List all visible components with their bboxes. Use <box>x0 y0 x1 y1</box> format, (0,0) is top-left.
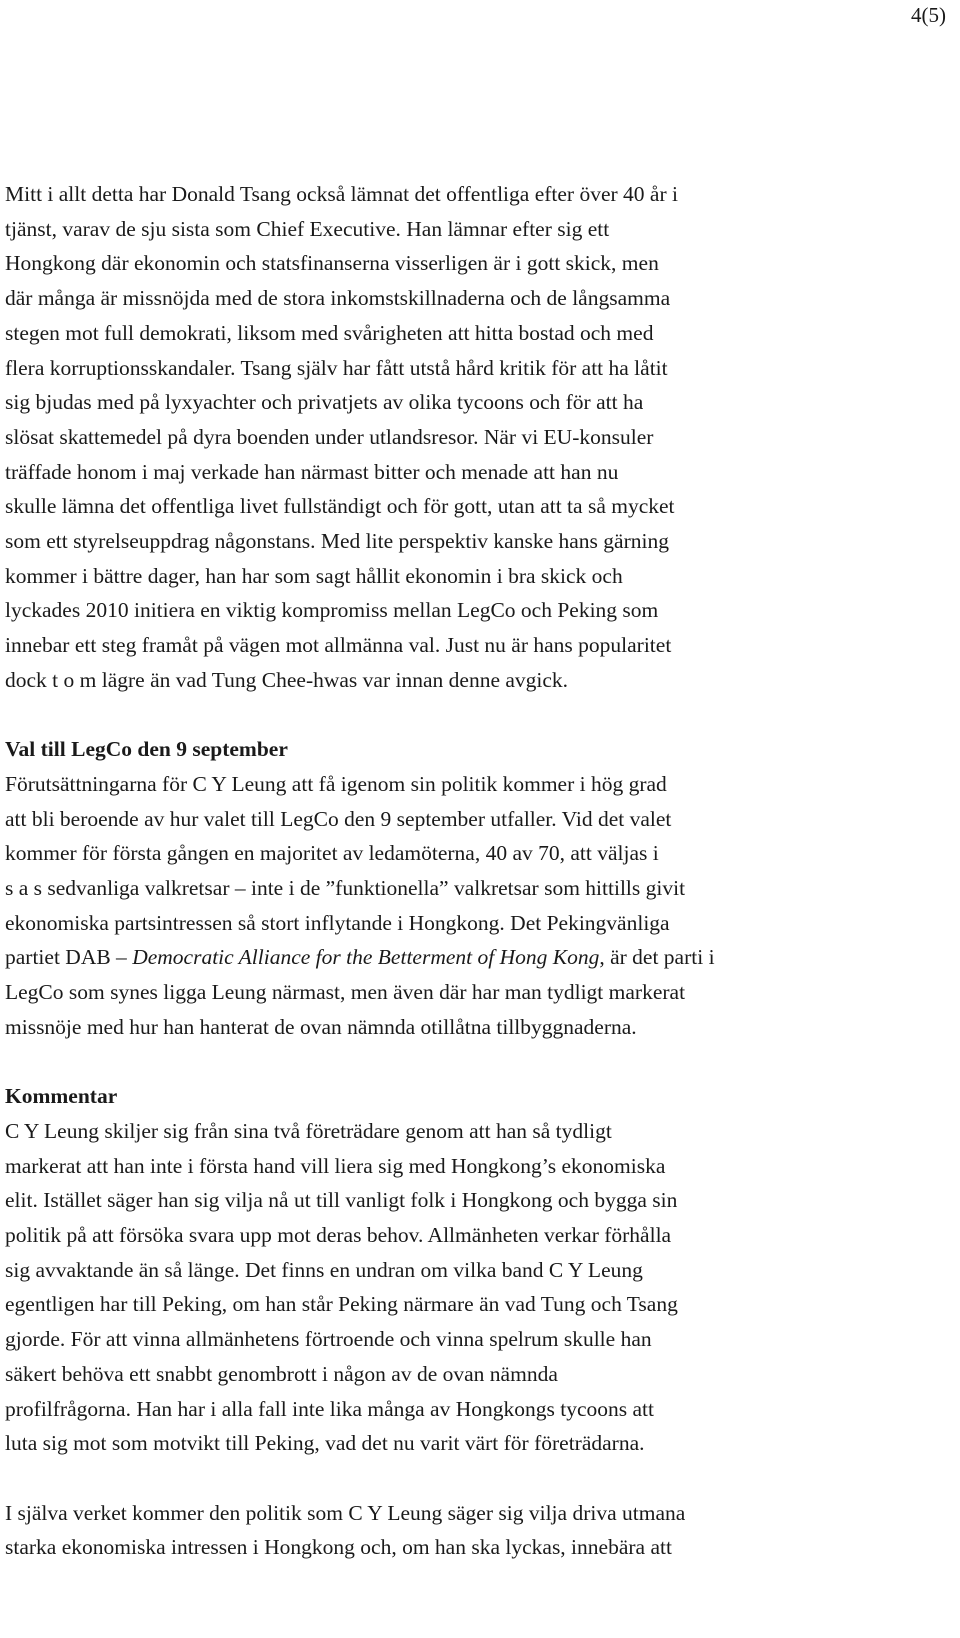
text-line: kommer i bättre dager, han har som sagt hållit ekonomin i bra skick och <box>5 563 623 588</box>
text-segment: , är det parti i <box>599 945 715 970</box>
text-line: tjänst, varav de sju sista som Chief Executive. Han lämnar efter sig ett <box>5 216 610 241</box>
text-line: där många är missnöjda med de stora inkomstskillnaderna och de långsamma <box>5 286 671 311</box>
text-line: egentligen har till Peking, om han står Peking närmare än vad Tung och Tsang <box>5 1292 678 1317</box>
text-line: markerat att han inte i första hand vill liera sig med Hongkong’s ekonomiska <box>5 1153 666 1178</box>
text-line-with-italic <box>5 940 825 975</box>
text-line: LegCo som synes ligga Leung närmast, men även där har man tydligt markerat <box>5 980 686 1005</box>
text-line: profilfrågorna. Han har i alla fall inte lika många av Hongkongs tycoons att <box>5 1396 654 1421</box>
text-line: Mitt i allt detta har Donald Tsang också lämnat det offentliga efter över 40 år i <box>5 182 678 206</box>
text-line: som ett styrelseuppdrag någonstans. Med lite perspektiv kanske hans gärning <box>5 529 669 554</box>
text-line: ekonomiska partsintressen så stort inflytande i Hongkong. Det Pekingvänliga <box>5 910 670 935</box>
text-line: stegen mot full demokrati, liksom med svårigheten att hitta bostad och med <box>5 320 654 345</box>
text-line: gjorde. För att vinna allmänhetens förtroende och vinna spelrum skulle han <box>5 1327 652 1352</box>
text-line: att bli beroende av hur valet till LegCo den 9 september utfaller. Vid det valet <box>5 806 672 831</box>
paragraph-gap <box>5 1045 825 1080</box>
text-line: flera korruptionsskandaler. Tsang själv har fått utstå hård kritik för att ha låtit <box>5 355 668 380</box>
section-val-till-legco <box>5 732 825 1044</box>
text-line: säkert behöva ett snabbt genombrott i någon av de ovan nämnda <box>5 1361 558 1386</box>
text-line: luta sig mot som motvikt till Peking, vad det nu varit värt för företrädarna. <box>5 1431 645 1456</box>
text-line: innebar ett steg framåt på vägen mot allmänna val. Just nu är hans popularitet <box>5 633 672 658</box>
text-line: sig bjudas med på lyxyachter och privatjets av olika tycoons och för att ha <box>5 390 644 415</box>
document-body <box>5 177 825 1565</box>
paragraph-sjalva-verket <box>5 1496 825 1565</box>
text-line: slösat skattemedel på dyra boenden under utlandsresor. När vi EU-konsuler <box>5 424 654 449</box>
text-line: dock t o m lägre än vad Tung Chee-hwas var innan denne avgick. <box>5 667 569 692</box>
text-line: politik på att försöka svara upp mot deras behov. Allmänheten verkar förhålla <box>5 1223 672 1248</box>
text-line: I själva verket kommer den politik som C Y Leung säger sig vilja driva utmana <box>5 1500 686 1525</box>
paragraph-gap <box>5 1461 825 1496</box>
section-kommentar <box>5 1079 825 1461</box>
text-line: C Y Leung skiljer sig från sina två företrädare genom att han så tydligt <box>5 1118 612 1143</box>
text-line: s a s sedvanliga valkretsar – inte i de ”funktionella” valkretsar som hittills givit <box>5 876 686 901</box>
text-line: lyckades 2010 initiera en viktig kompromiss mellan LegCo och Peking som <box>5 598 659 623</box>
party-name-italic: Democratic Alliance for the Betterment of Hong Kong <box>132 945 600 970</box>
text-line: skulle lämna det offentliga livet fullständigt och för gott, utan att ta så mycket <box>5 494 675 519</box>
paragraph-gap <box>5 698 825 733</box>
text-line: träffade honom i maj verkade han närmast bitter och menade att han nu <box>5 459 619 484</box>
text-line: kommer för första gången en majoritet av ledamöterna, 40 av 70, att väljas i <box>5 841 659 866</box>
section-heading: Kommentar <box>5 1084 118 1109</box>
text-segment: partiet DAB – <box>5 945 133 970</box>
paragraph-tsang <box>5 177 825 698</box>
text-line: Förutsättningarna för C Y Leung att få igenom sin politik kommer i hög grad <box>5 771 667 796</box>
page-number: 4(5) <box>911 3 946 27</box>
text-line: starka ekonomiska intressen i Hongkong och, om han ska lyckas, innebära att <box>5 1535 672 1560</box>
text-line: Hongkong där ekonomin och statsfinanserna visserligen är i gott skick, men <box>5 251 659 276</box>
text-line: sig avvaktande än så länge. Det finns en undran om vilka band C Y Leung <box>5 1257 643 1282</box>
section-heading: Val till LegCo den 9 september <box>5 737 288 762</box>
text-line: missnöje med hur han hanterat de ovan nämnda otillåtna tillbyggnaderna. <box>5 1014 637 1039</box>
text-line: elit. Istället säger han sig vilja nå ut till vanligt folk i Hongkong och bygga sin <box>5 1188 678 1213</box>
